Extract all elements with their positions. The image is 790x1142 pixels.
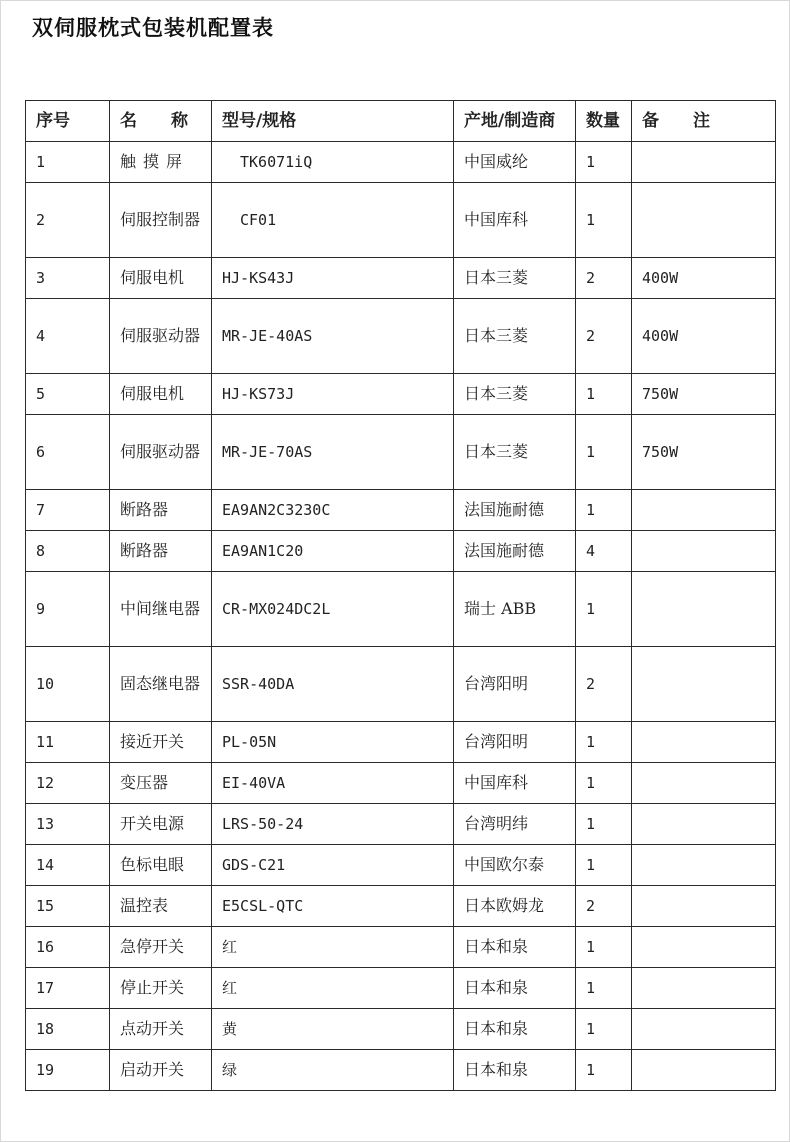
cell-model: 绿 xyxy=(212,1050,454,1091)
cell-origin: 日本和泉 xyxy=(454,1050,576,1091)
cell-name: 伺服驱动器 xyxy=(110,299,212,374)
table-row xyxy=(26,572,776,647)
cell-seq: 14 xyxy=(26,845,110,886)
header-model: 型号/规格 xyxy=(212,101,454,142)
cell-qty: 1 xyxy=(576,927,632,968)
cell-note xyxy=(632,490,776,531)
table-row xyxy=(26,374,776,415)
cell-seq: 2 xyxy=(26,183,110,258)
header-name: 名 称 xyxy=(110,101,212,142)
cell-note xyxy=(632,804,776,845)
table-row xyxy=(26,258,776,299)
header-note: 备 注 xyxy=(632,101,776,142)
cell-origin: 日本三菱 xyxy=(454,374,576,415)
table-row xyxy=(26,845,776,886)
cell-note xyxy=(632,572,776,647)
cell-model: HJ-KS73J xyxy=(212,374,454,415)
cell-name: 断路器 xyxy=(110,531,212,572)
cell-model: CF01 xyxy=(212,183,454,258)
cell-model: 红 xyxy=(212,968,454,1009)
cell-note xyxy=(632,647,776,722)
cell-seq: 12 xyxy=(26,763,110,804)
table-row xyxy=(26,1050,776,1091)
cell-origin: 日本和泉 xyxy=(454,927,576,968)
cell-qty: 1 xyxy=(576,183,632,258)
cell-name: 触摸屏 xyxy=(110,142,212,183)
cell-name: 断路器 xyxy=(110,490,212,531)
table-row xyxy=(26,968,776,1009)
cell-model: MR-JE-70AS xyxy=(212,415,454,490)
configuration-table xyxy=(25,100,776,1091)
cell-name: 急停开关 xyxy=(110,927,212,968)
cell-origin: 日本三菱 xyxy=(454,258,576,299)
cell-origin: 台湾阳明 xyxy=(454,722,576,763)
table-row xyxy=(26,647,776,722)
cell-note xyxy=(632,142,776,183)
cell-model: 红 xyxy=(212,927,454,968)
cell-origin: 日本和泉 xyxy=(454,968,576,1009)
cell-qty: 1 xyxy=(576,968,632,1009)
table-row xyxy=(26,183,776,258)
table-header-row xyxy=(26,101,776,142)
cell-origin: 日本欧姆龙 xyxy=(454,886,576,927)
cell-name: 启动开关 xyxy=(110,1050,212,1091)
table-row xyxy=(26,763,776,804)
cell-seq: 9 xyxy=(26,572,110,647)
table-row xyxy=(26,886,776,927)
cell-note xyxy=(632,886,776,927)
cell-seq: 15 xyxy=(26,886,110,927)
cell-origin: 日本和泉 xyxy=(454,1009,576,1050)
cell-name: 色标电眼 xyxy=(110,845,212,886)
cell-seq: 17 xyxy=(26,968,110,1009)
cell-note xyxy=(632,927,776,968)
cell-origin: 台湾阳明 xyxy=(454,647,576,722)
cell-seq: 10 xyxy=(26,647,110,722)
cell-model: E5CSL-QTC xyxy=(212,886,454,927)
cell-model: MR-JE-40AS xyxy=(212,299,454,374)
cell-qty: 1 xyxy=(576,845,632,886)
cell-note xyxy=(632,722,776,763)
cell-model: 黄 xyxy=(212,1009,454,1050)
cell-origin: 日本三菱 xyxy=(454,299,576,374)
cell-qty: 1 xyxy=(576,1009,632,1050)
cell-note: 750W xyxy=(632,374,776,415)
cell-note xyxy=(632,531,776,572)
cell-qty: 2 xyxy=(576,299,632,374)
table-row xyxy=(26,490,776,531)
cell-seq: 1 xyxy=(26,142,110,183)
cell-origin: 中国库科 xyxy=(454,763,576,804)
cell-origin: 法国施耐德 xyxy=(454,531,576,572)
cell-qty: 1 xyxy=(576,572,632,647)
cell-name: 伺服电机 xyxy=(110,258,212,299)
cell-origin: 法国施耐德 xyxy=(454,490,576,531)
cell-name: 固态继电器 xyxy=(110,647,212,722)
table-row xyxy=(26,1009,776,1050)
cell-seq: 4 xyxy=(26,299,110,374)
cell-model: GDS-C21 xyxy=(212,845,454,886)
cell-name: 伺服电机 xyxy=(110,374,212,415)
cell-model: CR-MX024DC2L xyxy=(212,572,454,647)
cell-note: 400W xyxy=(632,299,776,374)
table-row xyxy=(26,804,776,845)
cell-qty: 1 xyxy=(576,415,632,490)
header-origin: 产地/制造商 xyxy=(454,101,576,142)
cell-qty: 1 xyxy=(576,490,632,531)
cell-qty: 1 xyxy=(576,142,632,183)
cell-seq: 13 xyxy=(26,804,110,845)
cell-model: PL-05N xyxy=(212,722,454,763)
cell-seq: 8 xyxy=(26,531,110,572)
cell-model: EA9AN1C20 xyxy=(212,531,454,572)
cell-note xyxy=(632,1009,776,1050)
cell-seq: 5 xyxy=(26,374,110,415)
cell-seq: 19 xyxy=(26,1050,110,1091)
cell-name: 伺服驱动器 xyxy=(110,415,212,490)
cell-name: 点动开关 xyxy=(110,1009,212,1050)
cell-note xyxy=(632,183,776,258)
cell-origin: 中国库科 xyxy=(454,183,576,258)
cell-model: HJ-KS43J xyxy=(212,258,454,299)
cell-seq: 3 xyxy=(26,258,110,299)
cell-name: 开关电源 xyxy=(110,804,212,845)
cell-seq: 6 xyxy=(26,415,110,490)
cell-seq: 16 xyxy=(26,927,110,968)
document-title: 双伺服枕式包装机配置表 xyxy=(32,15,274,40)
cell-name: 中间继电器 xyxy=(110,572,212,647)
cell-name: 接近开关 xyxy=(110,722,212,763)
cell-qty: 1 xyxy=(576,763,632,804)
cell-qty: 1 xyxy=(576,1050,632,1091)
cell-qty: 2 xyxy=(576,258,632,299)
table-row xyxy=(26,415,776,490)
cell-model: EA9AN2C3230C xyxy=(212,490,454,531)
cell-note xyxy=(632,763,776,804)
cell-name: 温控表 xyxy=(110,886,212,927)
cell-name: 停止开关 xyxy=(110,968,212,1009)
cell-note xyxy=(632,845,776,886)
cell-model: TK6071iQ xyxy=(212,142,454,183)
header-qty: 数量 xyxy=(576,101,632,142)
cell-qty: 1 xyxy=(576,374,632,415)
cell-model: SSR-40DA xyxy=(212,647,454,722)
table-row xyxy=(26,531,776,572)
cell-origin: 瑞士 ABB xyxy=(454,572,576,647)
cell-seq: 11 xyxy=(26,722,110,763)
cell-qty: 1 xyxy=(576,804,632,845)
cell-origin: 中国欧尔泰 xyxy=(454,845,576,886)
header-seq: 序号 xyxy=(26,101,110,142)
cell-qty: 2 xyxy=(576,886,632,927)
cell-note xyxy=(632,1050,776,1091)
table-row xyxy=(26,299,776,374)
cell-note xyxy=(632,968,776,1009)
cell-origin: 日本三菱 xyxy=(454,415,576,490)
table-row xyxy=(26,722,776,763)
cell-seq: 7 xyxy=(26,490,110,531)
table-row xyxy=(26,927,776,968)
cell-origin: 中国威纶 xyxy=(454,142,576,183)
cell-note: 400W xyxy=(632,258,776,299)
cell-seq: 18 xyxy=(26,1009,110,1050)
cell-origin: 台湾明纬 xyxy=(454,804,576,845)
cell-name: 变压器 xyxy=(110,763,212,804)
table-row xyxy=(26,142,776,183)
cell-qty: 1 xyxy=(576,722,632,763)
cell-name: 伺服控制器 xyxy=(110,183,212,258)
cell-model: EI-40VA xyxy=(212,763,454,804)
cell-qty: 4 xyxy=(576,531,632,572)
cell-note: 750W xyxy=(632,415,776,490)
cell-qty: 2 xyxy=(576,647,632,722)
cell-model: LRS-50-24 xyxy=(212,804,454,845)
